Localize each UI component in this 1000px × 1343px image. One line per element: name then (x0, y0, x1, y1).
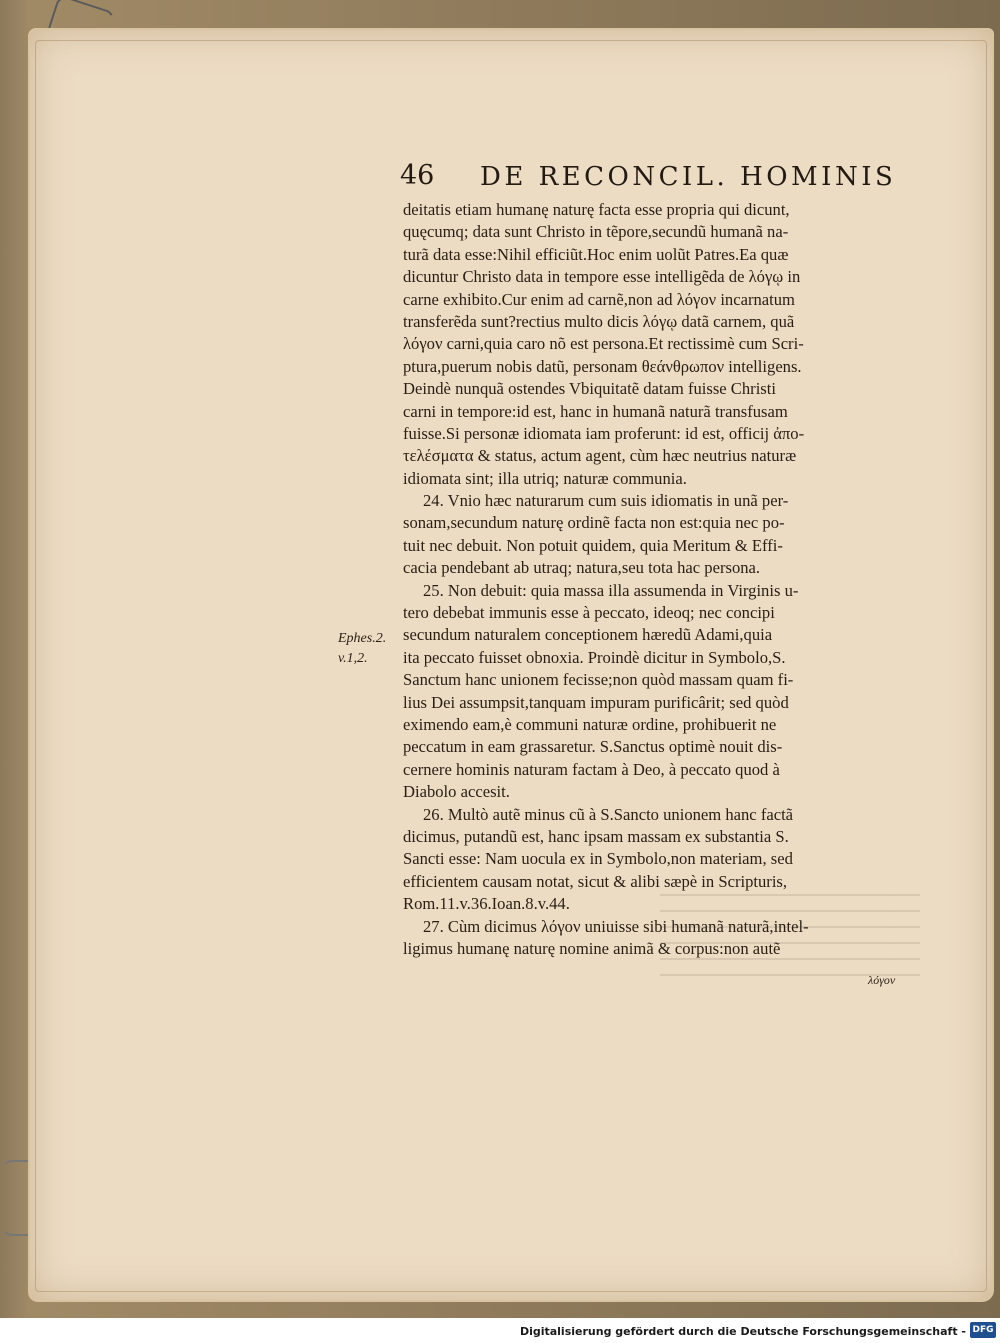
text-line: secundum naturalem conceptionem hæredũ Adami,quia (403, 625, 773, 645)
text-line: carne exhibito.Cur enim ad carnẽ,non ad λόγον incarnatum (403, 289, 795, 309)
page-header (400, 160, 920, 194)
text-line: Sancti esse: Nam uocula ex in Symbolo,non materiam, sed (403, 849, 793, 869)
text-line: quęcumq; data sunt Christo in tẽpore,secundũ humanã na- (403, 222, 789, 242)
catchword: λόγον (868, 973, 896, 987)
text-line: cernere hominis naturam factam à Deo, à peccato quod à (403, 759, 780, 779)
text-line: Deindè nunquã ostendes Vbiquitatẽ datam fuisse Christi (403, 379, 776, 399)
margin-note-line: Ephes.2. (338, 631, 387, 646)
text-line: idiomata sint; illa utriq; naturæ communia. (403, 468, 687, 488)
text-line: dicimus, putandũ est, hanc ipsam massam ex substantia S. (403, 826, 789, 846)
text-line: eximendo eam,è communi naturæ ordine, prohibuerit ne (403, 714, 777, 734)
text-line: τελέσματα & status, actum agent, cùm hæc neutrius naturæ (403, 446, 797, 466)
text-line: deitatis etiam humanę naturę facta esse propria qui dicunt, (403, 200, 790, 219)
text-line: Rom.11.v.36.Ioan.8.v.44. (403, 894, 570, 914)
text-line: dicuntur Christo data in tempore esse intelligẽda de λόγῳ in (403, 267, 801, 287)
text-line: 25. Non debuit: quia massa illa assumenda in Virginis u- (423, 580, 799, 600)
running-title: DE RECONCIL. HOMINIS (480, 162, 897, 192)
text-line: transferẽda sunt?rectius multo dicis λόγῳ datã carnem, quã (403, 311, 795, 331)
text-line: tero debebat immunis esse à peccato, ideoq; nec concipi (403, 603, 775, 623)
text-line: Sanctum hanc unionem fecisse;non quòd massam quam fi- (403, 670, 794, 690)
margin-note (338, 629, 386, 669)
text-line: lius Dei assumpsit,tanquam impuram purificârit; sed quòd (403, 692, 789, 712)
text-line: sonam,secundum naturę ordinẽ facta non est:quia nec po- (403, 513, 785, 533)
text-line: tuit nec debuit. Non potuit quidem, quia Meritum & Effi- (403, 535, 783, 555)
text-line: fuisse.Si personæ idiomata iam proferunt: id est, officij ἀπο- (403, 423, 805, 443)
text-line: λόγον carni,quia caro nõ est persona.Et rectissimè cum Scri- (403, 334, 804, 354)
page-number: 46 (400, 160, 435, 191)
body-text (403, 199, 923, 960)
margin-note-line: v.1,2. (338, 651, 368, 666)
text-line: 27. Cùm dicimus λόγον uniuisse sibi humanã naturã,intel- (423, 916, 809, 936)
text-line: efficientem causam notat, sicut & alibi sæpè in Scripturis, (403, 871, 788, 891)
text-line: ligimus humanę naturę nomine animã & corpus:non autẽ (403, 938, 781, 958)
text-line: carni in tempore:id est, hanc in humanã naturã transfusam (403, 401, 788, 421)
digitization-credit[interactable]: Digitalisierung gefördert durch die Deutsche Forschungsgemeinschaft - (519, 1325, 966, 1338)
text-line: 26. Multò autẽ minus cũ à S.Sancto unionem hanc factã (423, 804, 794, 824)
text-line: ita peccato fuisset obnoxia. Proindè dicitur in Symbolo,S. (403, 647, 786, 667)
text-line: cacia pendebant ab utraq; natura,seu tota hac persona. (403, 558, 761, 578)
text-line: turã data esse:Nihil efficiũt.Hoc enim uolũt Patres.Ea quæ (403, 244, 789, 264)
dfg-logo[interactable]: DFG (970, 1322, 996, 1338)
text-line: Diabolo accesit. (403, 782, 510, 802)
text-line: 24. Vnio hæc naturarum cum suis idiomatis in unã per- (423, 491, 789, 511)
text-line: peccatum in eam grassaretur. S.Sanctus optimè nouit dis- (403, 737, 783, 757)
text-line: ptura,puerum nobis datũ, personam θεάνθρωπον intelligens. (403, 356, 802, 376)
